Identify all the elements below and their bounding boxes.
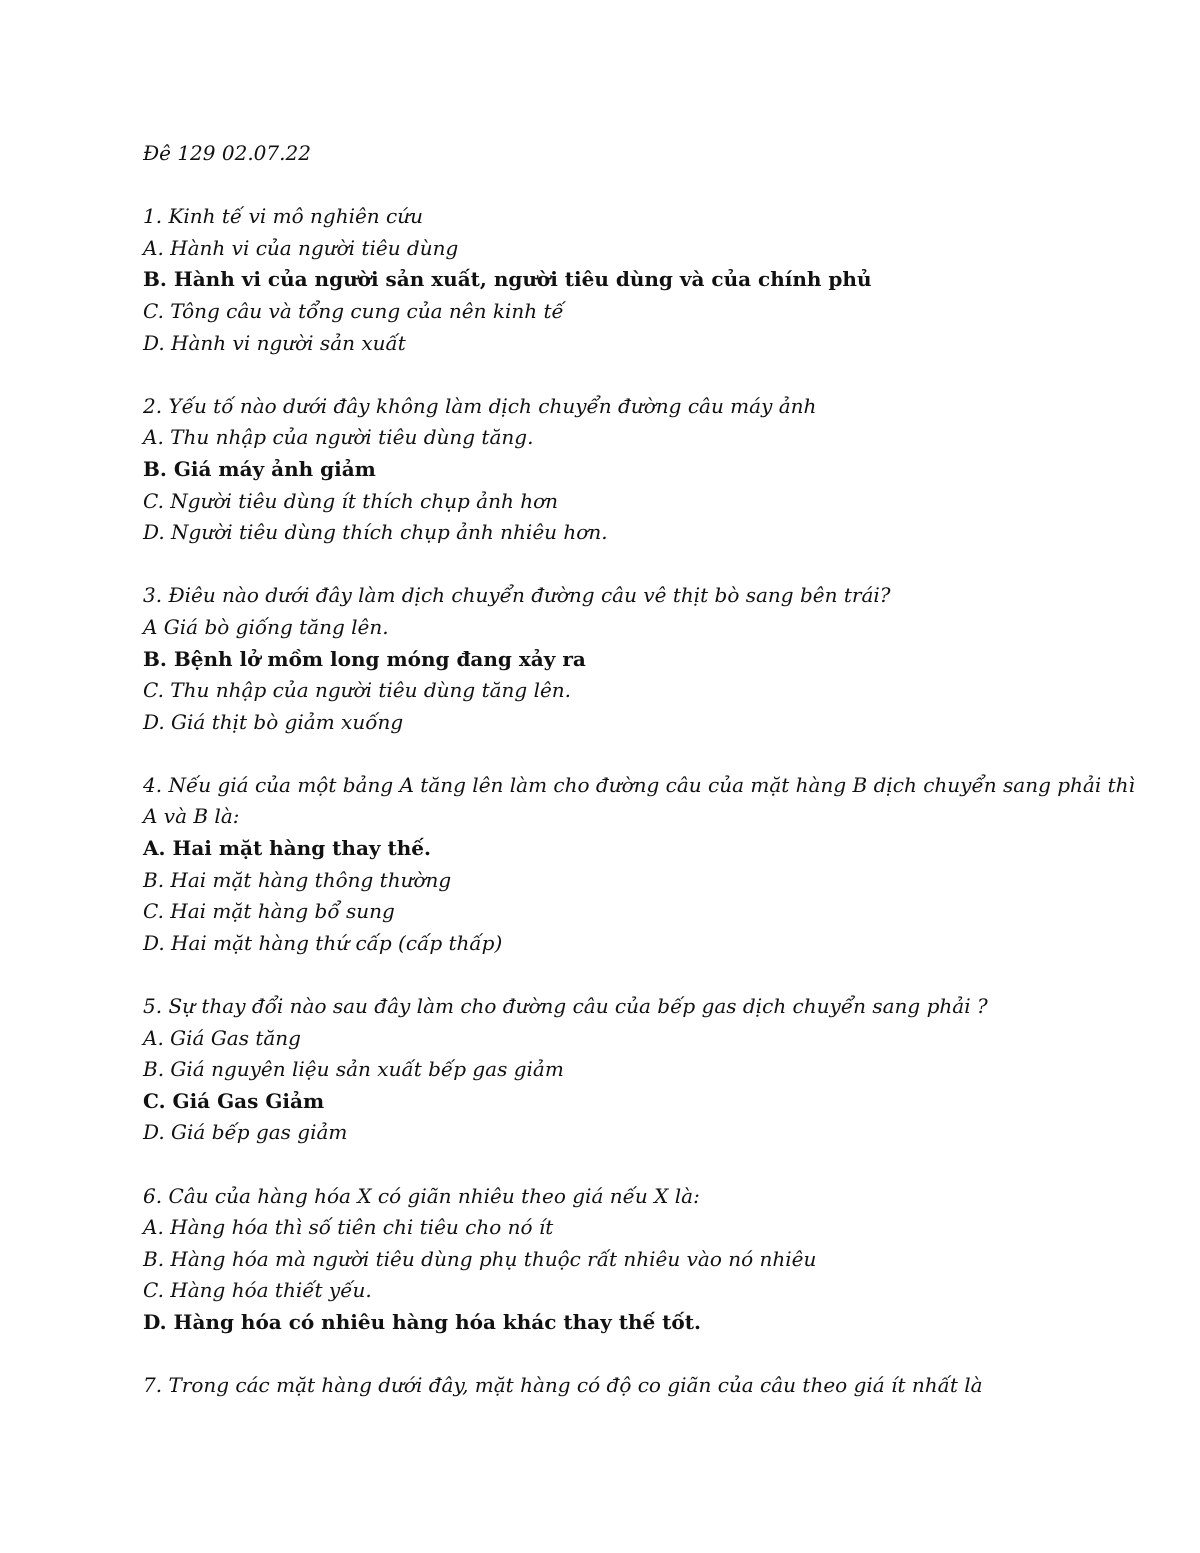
- question-block: [143, 201, 1143, 359]
- answer-option: A. Hành vi của người tiêu dùng: [143, 235, 459, 260]
- question-text: 2. Yếu tố nào dưới đây không làm dịch chuyển đường câu máy ảnh: [143, 393, 817, 418]
- correct-answer-option: B. Hành vi của người sản xuất, người tiêu dùng và của chính phủ: [143, 267, 872, 292]
- question-text: 6. Câu của hàng hóa X có giãn nhiêu theo giá nếu X là:: [143, 1183, 700, 1208]
- answer-option: D. Hành vi người sản xuất: [143, 330, 406, 355]
- document-title: Đê 129 02.07.22: [143, 141, 311, 165]
- answer-option: A. Hàng hóa thì số tiên chi tiêu cho nó ít: [143, 1215, 554, 1240]
- question-block: [143, 770, 1143, 960]
- correct-answer-option: C. Giá Gas Giảm: [143, 1088, 325, 1113]
- correct-answer-option: A. Hai mặt hàng thay thế.: [143, 836, 431, 861]
- answer-option: C. Hai mặt hàng bổ sung: [143, 899, 395, 924]
- question-block: [143, 1181, 1143, 1339]
- answer-option: C. Người tiêu dùng ít thích chụp ảnh hơn: [143, 488, 559, 513]
- question-block: [143, 1370, 1143, 1402]
- answer-option: B. Giá nguyên liệu sản xuất bếp gas giảm: [143, 1057, 564, 1082]
- answer-option: A. Thu nhập của người tiêu dùng tăng.: [143, 425, 534, 450]
- question-block: [143, 391, 1143, 549]
- correct-answer-option: D. Hàng hóa có nhiêu hàng hóa khác thay thế tốt.: [143, 1309, 701, 1334]
- answer-option: D. Hai mặt hàng thứ cấp (cấp thấp): [143, 930, 503, 955]
- answer-option: D. Người tiêu dùng thích chụp ảnh nhiêu hơn.: [143, 520, 608, 545]
- answer-option: A Giá bò giống tăng lên.: [143, 614, 389, 639]
- question-text: 7. Trong các mặt hàng dưới đây, mặt hàng có độ co giãn của câu theo giá ít nhất là: [143, 1373, 983, 1398]
- answer-option: C. Hàng hóa thiết yếu.: [143, 1278, 372, 1303]
- question-text: 1. Kinh tế vi mô nghiên cứu: [143, 204, 424, 229]
- correct-answer-option: B. Giá máy ảnh giảm: [143, 456, 376, 481]
- question-list: [143, 201, 1143, 1402]
- question-block: [143, 580, 1143, 738]
- correct-answer-option: B. Bệnh lở mồm long móng đang xảy ra: [143, 646, 586, 671]
- answer-option: B. Hàng hóa mà người tiêu dùng phụ thuộc rất nhiêu vào nó nhiêu: [143, 1246, 817, 1271]
- answer-option: B. Hai mặt hàng thông thường: [143, 867, 452, 892]
- answer-option: A. Giá Gas tăng: [143, 1025, 301, 1050]
- question-block: [143, 991, 1143, 1149]
- answer-option: D. Giá bếp gas giảm: [143, 1120, 348, 1145]
- question-text: 4. Nếu giá của một bảng A tăng lên làm cho đường câu của mặt hàng B dịch chuyển sang phải thì A và B là:: [143, 772, 1135, 829]
- answer-option: D. Giá thịt bò giảm xuống: [143, 709, 404, 734]
- answer-option: C. Tông câu và tổng cung của nên kinh tế: [143, 298, 564, 323]
- answer-option: C. Thu nhập của người tiêu dùng tăng lên.: [143, 678, 572, 703]
- question-text: 5. Sự thay đổi nào sau đây làm cho đường câu của bếp gas dịch chuyển sang phải ?: [143, 994, 988, 1019]
- question-text: 3. Điêu nào dưới đây làm dịch chuyển đường câu vê thịt bò sang bên trái?: [143, 583, 891, 608]
- document-page: [143, 138, 1143, 1433]
